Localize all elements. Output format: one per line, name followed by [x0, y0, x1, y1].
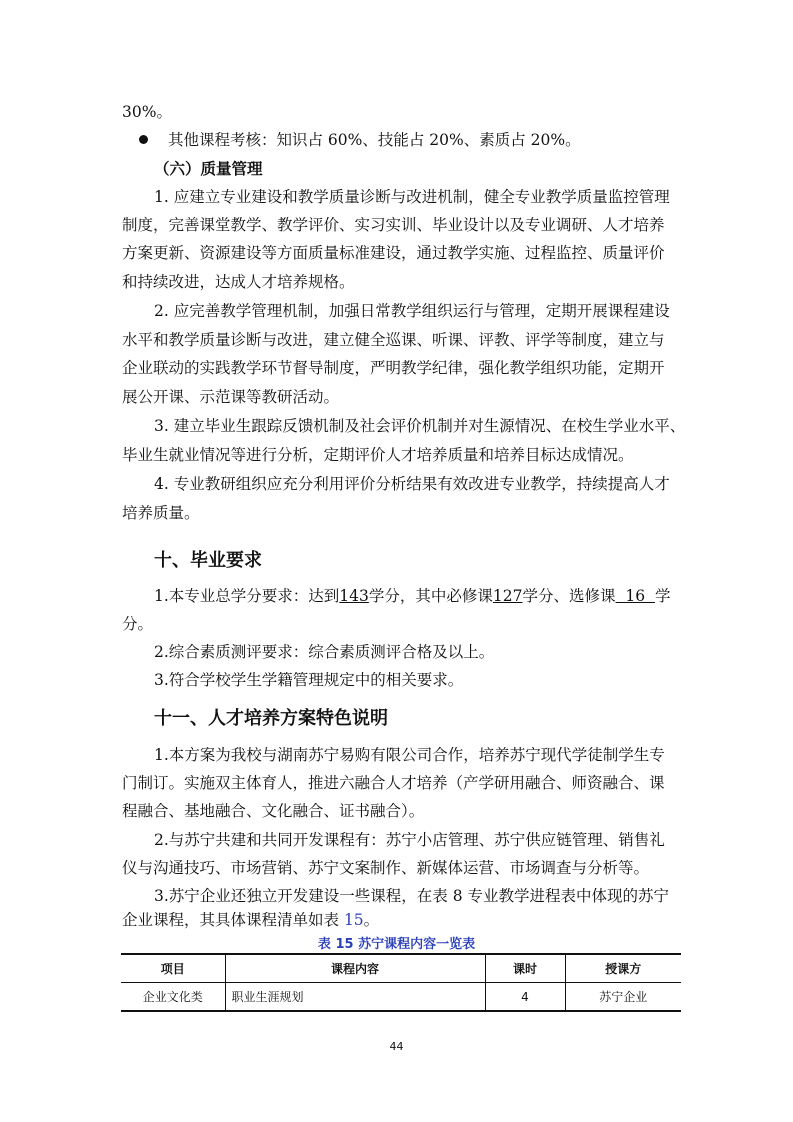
column-header: 课时 [485, 954, 565, 983]
requirement-line: 分。 [122, 615, 154, 633]
para-line: 2. 应完善教学管理机制，加强日常教学组织运行与管理，定期开展课程建设 [154, 302, 670, 320]
requirement-line: 2.综合素质测评要求：综合素质测评合格及以上。 [154, 643, 495, 661]
para-line: 培养质量。 [122, 504, 200, 522]
table-cell: 职业生涯规划 [225, 983, 485, 1012]
para-line: 程融合、基地融合、文化融合、证书融合）。 [122, 802, 425, 820]
column-header: 项目 [121, 954, 225, 983]
para-text: 企业课程，其具体课程清单如表 [122, 911, 344, 929]
para-line: 毕业生就业情况等进行分析，定期评价人才培养质量和培养目标达成情况。 [122, 446, 634, 464]
para-line: 制度，完善课堂教学、教学评价、实习实训、毕业设计以及专业调研、人才培养 [122, 216, 665, 234]
para-line: 1.本方案为我校与湖南苏宁易购有限公司合作，培养苏宁现代学徒制学生专 [154, 746, 665, 764]
para-text: 。 [363, 911, 380, 929]
subsection-title: （六）质量管理 [154, 159, 263, 178]
section-heading: 十一、人才培养方案特色说明 [154, 708, 388, 729]
para-line: 3. 建立毕业生跟踪反馈机制及社会评价机制并对生源情况、在校生学业水平、 [154, 417, 686, 435]
elective-credits: 16 [615, 587, 655, 605]
table-reference-link[interactable]: 15 [343, 911, 364, 929]
requirement-line: 3.符合学校学生学籍管理规定中的相关要求。 [154, 671, 464, 689]
para-line: 4. 专业教研组织应充分利用评价分析结果有效改进专业教学，持续提高人才 [154, 475, 670, 493]
para-line: 和持续改进，达成人才培养规格。 [122, 273, 355, 291]
para-line: 2.与苏宁共建和共同开发课程有：苏宁小店管理、苏宁供应链管理、销售礼 [154, 831, 665, 849]
requirement-text: 1.本专业总学分要求：达到 [154, 587, 340, 605]
para-line: 1. 应建立专业建设和教学质量诊断与改进机制，健全专业教学质量监控管理 [154, 188, 670, 206]
requirement-text: 学分、选修课 [522, 587, 616, 605]
para-line: 3.苏宁企业还独立开发建设一些课程，在表 8 专业教学进程表中体现的苏宁 [154, 887, 670, 905]
para-line: 门制订。实施双主体育人，推进六融合人才培养（产学研用融合、师资融合、课 [122, 774, 665, 792]
para-line: 企业联动的实践教学环节督导制度，严明教学纪律，强化教学组织功能，定期开 [122, 359, 665, 377]
requirement-text: 学 [654, 587, 671, 605]
bullet-item: 其他课程考核：知识占 60%、技能占 20%、素质占 20%。 [168, 131, 581, 149]
table-header-row [121, 954, 681, 983]
total-credits: 143 [339, 587, 369, 605]
bullet-icon [139, 135, 148, 144]
requirement-text: 学分，其中必修课 [368, 587, 493, 605]
required-credits: 127 [492, 587, 523, 605]
para-line [122, 910, 379, 930]
table-cell: 企业文化类 [121, 983, 225, 1012]
column-header: 授课方 [565, 954, 681, 983]
para-line: 展公开课、示范课等教研活动。 [122, 388, 340, 406]
course-table [121, 953, 681, 1012]
table-cell: 4 [485, 983, 565, 1012]
para-line: 仪与沟通技巧、市场营销、苏宁文案制作、新媒体运营、市场调查与分析等。 [122, 859, 650, 877]
requirement-line [154, 586, 670, 606]
table-row [121, 983, 681, 1012]
table-cell: 苏宁企业 [565, 983, 681, 1012]
text-line: 30%。 [122, 103, 172, 121]
para-line: 方案更新、资源建设等方面质量标准建设，通过教学实施、过程监控、质量评价 [122, 244, 665, 262]
para-line: 水平和教学质量诊断与改进，建立健全巡课、听课、评教、评学等制度，建立与 [122, 331, 665, 349]
column-header: 课程内容 [225, 954, 485, 983]
section-heading: 十、毕业要求 [154, 550, 262, 571]
table-caption: 表 15 苏宁课程内容一览表 [317, 937, 476, 952]
page-number: 44 [389, 1040, 404, 1053]
